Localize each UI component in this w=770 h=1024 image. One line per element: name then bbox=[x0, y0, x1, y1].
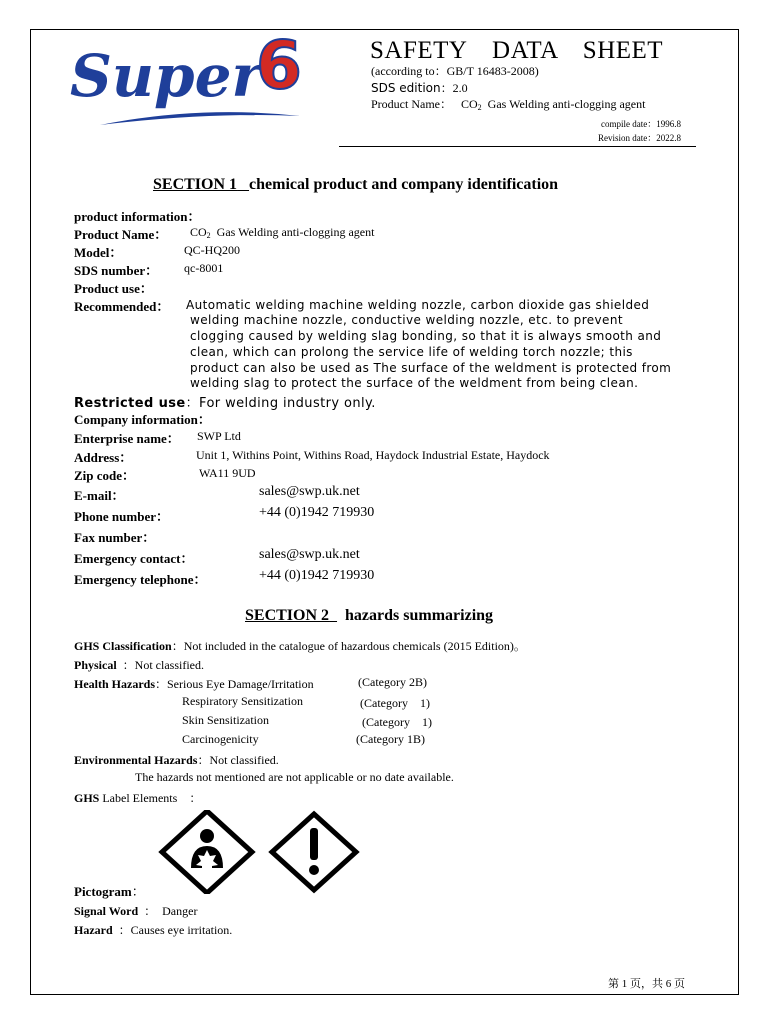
recommended-line-3: clean, which can prolong the service life of welding torch nozzle; this bbox=[190, 345, 633, 359]
hazard-statement: Hazard ：Causes eye irritation. bbox=[74, 923, 233, 937]
email-label: E-mail： bbox=[74, 488, 125, 503]
recommended-line-1: welding machine nozzle, conductive welding nozzle, etc. to prevent bbox=[190, 313, 623, 327]
header-divider bbox=[339, 146, 696, 147]
pictogram-label: Pictogram： bbox=[74, 884, 145, 899]
ghs-classification: GHS Classification：Not included in the catalogue of hazardous chemicals (2015 Edition)。 bbox=[74, 639, 526, 653]
address-value: Unit 1, Withins Point, Withins Road, Haydock Industrial Estate, Haydock bbox=[196, 448, 550, 462]
health-hazard-name-3: Carcinogenicity bbox=[182, 732, 259, 746]
header-product-name: Product Name： $CO_2$ Gas Welding anti-clogging agent bbox=[371, 97, 646, 112]
revision-date: Revision date：2022.8 bbox=[598, 133, 681, 143]
product-info-label: product information： bbox=[74, 209, 201, 224]
product-name-label: Product Name： bbox=[74, 227, 168, 242]
emergency-tel-value: +44 (0)1942 719930 bbox=[259, 568, 375, 583]
sds-edition: SDS edition：2.0 bbox=[371, 81, 468, 95]
physical-hazards: Physical ：Not classified. bbox=[74, 658, 204, 672]
section1-title: SECTION 1 chemical product and company identification bbox=[153, 176, 559, 193]
compile-date: compile date：1996.8 bbox=[601, 119, 681, 129]
health-hazard-cat-2: (Category 1) bbox=[362, 715, 432, 729]
section2-title: SECTION 2 hazards summarizing bbox=[245, 607, 494, 624]
company-info-label: Company information： bbox=[74, 412, 211, 427]
zip-value: WA11 9UD bbox=[199, 466, 256, 480]
address-label: Address： bbox=[74, 450, 133, 465]
svg-text:6: 6 bbox=[256, 30, 302, 104]
model-label: Model： bbox=[74, 245, 123, 260]
enterprise-label: Enterprise name： bbox=[74, 431, 180, 446]
signal-word: Signal Word ： Danger bbox=[74, 904, 198, 918]
emergency-tel-label: Emergency telephone： bbox=[74, 572, 207, 587]
phone-label: Phone number： bbox=[74, 509, 169, 524]
according-standard: (according to：GB/T 16483-2008) bbox=[371, 64, 539, 78]
sds-number-value: qc-8001 bbox=[184, 261, 224, 275]
environmental-hazards: Environmental Hazards：Not classified. bbox=[74, 753, 279, 767]
model-value: QC-HQ200 bbox=[184, 243, 240, 257]
exclamation-pictogram bbox=[268, 810, 360, 894]
super6-logo bbox=[60, 30, 340, 140]
page-number: 第 1 页，共 6 页 bbox=[608, 978, 685, 990]
doc-title: SAFETY DATA SHEET bbox=[370, 37, 664, 64]
restricted-use: Restricted use：For welding industry only. bbox=[74, 396, 376, 411]
health-hazard-cat-0: (Category 2B) bbox=[358, 675, 427, 689]
sds-number-label: SDS number： bbox=[74, 263, 159, 278]
recommended-label: Recommended： bbox=[74, 299, 170, 314]
emergency-contact-value: sales@swp.uk.net bbox=[259, 547, 360, 562]
ghs-label-elements: GHS Label Elements ： bbox=[74, 791, 202, 805]
health-hazard-name-2: Skin Sensitization bbox=[182, 713, 269, 727]
product-use-label: Product use： bbox=[74, 281, 153, 296]
product-name-value: $CO_2$ Gas Welding anti-clogging agent bbox=[190, 225, 375, 240]
health-hazard-cat-3: (Category 1B) bbox=[356, 732, 425, 746]
phone-value: +44 (0)1942 719930 bbox=[259, 505, 375, 520]
fax-label: Fax number： bbox=[74, 530, 156, 545]
emergency-contact-label: Emergency contact： bbox=[74, 551, 194, 566]
not-mentioned-note: The hazards not mentioned are not applicable or no date available. bbox=[135, 770, 454, 784]
health-hazard-name-1: Respiratory Sensitization bbox=[182, 694, 303, 708]
health-hazard-pictogram bbox=[158, 810, 256, 894]
svg-text:Super: Super bbox=[70, 42, 263, 110]
health-hazards-row-0: Health Hazards：Serious Eye Damage/Irritation bbox=[74, 677, 314, 691]
recommended-line-2: clogging caused by welding slag bonding, so that it is always smooth and bbox=[190, 329, 662, 343]
zip-label: Zip code： bbox=[74, 468, 136, 483]
recommended-line-4: product can also be used as The surface of the weldment is protected from bbox=[190, 361, 672, 375]
recommended-line-0: Automatic welding machine welding nozzle, carbon dioxide gas shielded bbox=[186, 298, 650, 312]
email-value: sales@swp.uk.net bbox=[259, 484, 360, 499]
health-hazard-cat-1: (Category 1) bbox=[360, 696, 430, 710]
enterprise-value: SWP Ltd bbox=[197, 429, 241, 443]
recommended-line-5: welding slag to protect the surface of the weldment from being clean. bbox=[190, 376, 639, 390]
